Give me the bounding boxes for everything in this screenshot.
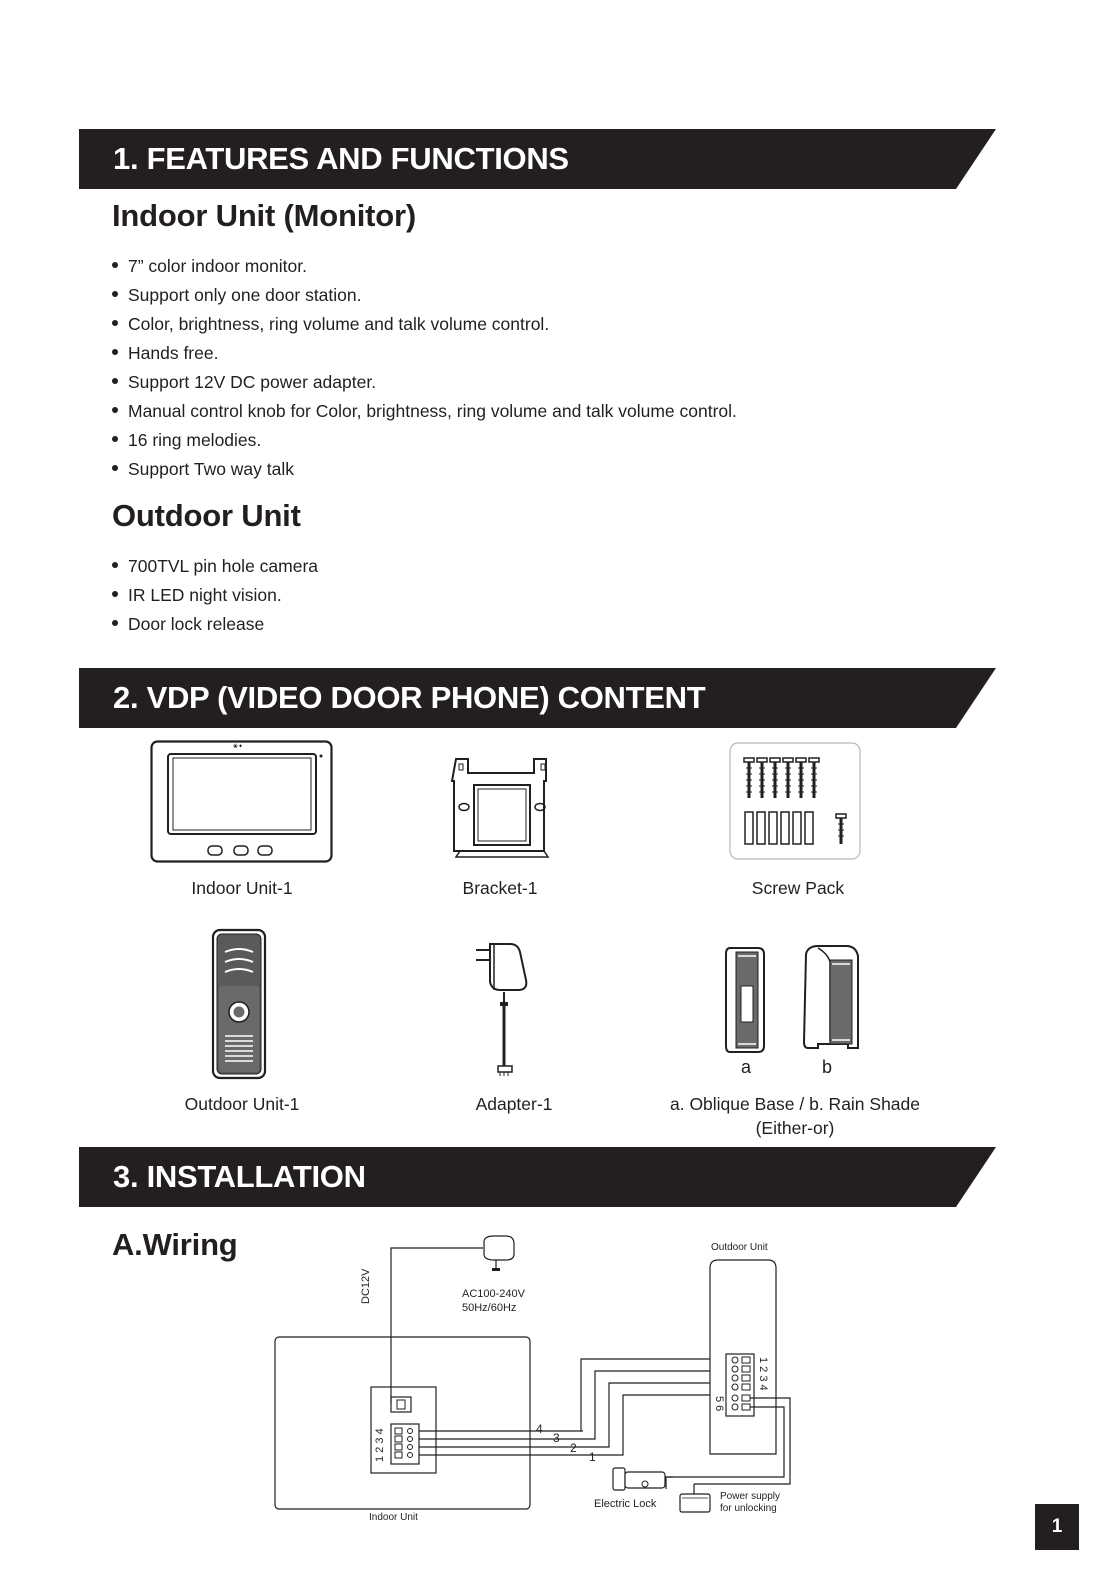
ac-input-line2: 50Hz/60Hz	[462, 1302, 517, 1314]
list-item: Support only one door station.	[112, 281, 737, 310]
adapter-illustration	[472, 940, 538, 1080]
power-supply-line1: Power supply	[720, 1491, 781, 1502]
bullet-icon	[112, 465, 118, 471]
list-item: Hands free.	[112, 339, 737, 368]
svg-text:❀✦: ❀✦	[233, 743, 244, 750]
screw-pack-caption: Screw Pack	[751, 878, 845, 898]
section-banner-installation	[79, 1147, 996, 1207]
list-item: Door lock release	[112, 610, 318, 639]
bullet-icon	[112, 591, 118, 597]
page-number: 1	[1051, 1516, 1063, 1537]
label-a: a	[741, 1057, 752, 1077]
bullet-icon	[112, 291, 118, 297]
bullet-icon	[112, 620, 118, 626]
outdoor-features-list	[112, 552, 318, 639]
wire-1-label: 1	[589, 1450, 596, 1464]
rain-shade-illustration	[800, 944, 864, 1056]
label-b: b	[822, 1057, 833, 1077]
indoor-terminal-label: 1 2 3 4	[374, 1428, 386, 1462]
list-item: Support Two way talk	[112, 455, 737, 484]
oblique-base-illustration	[724, 946, 768, 1054]
adapter-caption: Adapter-1	[475, 1094, 553, 1114]
outdoor-unit-illustration	[211, 928, 267, 1080]
wiring-diagram	[270, 1232, 810, 1532]
list-item: Color, brightness, ring volume and talk volume control.	[112, 310, 737, 339]
wire-3-label: 3	[553, 1431, 560, 1445]
bullet-icon	[112, 262, 118, 268]
bullet-icon	[112, 378, 118, 384]
outdoor-unit-caption: Outdoor Unit-1	[184, 1094, 300, 1114]
wire-2-label: 2	[570, 1441, 577, 1455]
base-shade-caption	[640, 1094, 950, 1139]
outdoor-terminal-top-label: 1 2 3 4	[757, 1357, 769, 1391]
base-shade-caption-line1: a. Oblique Base / b. Rain Shade	[669, 1094, 921, 1114]
outdoor-unit-label: Outdoor Unit	[711, 1242, 768, 1253]
dc12v-label: DC12V	[360, 1268, 372, 1304]
section-title-features: 1. FEATURES AND FUNCTIONS	[113, 141, 569, 176]
list-item: Support 12V DC power adapter.	[112, 368, 737, 397]
indoor-features-list	[112, 252, 737, 484]
ac-input-line1: AC100-240V	[462, 1288, 525, 1300]
section-title-content: 2. VDP (VIDEO DOOR PHONE) CONTENT	[113, 680, 706, 715]
list-item: 700TVL pin hole camera	[112, 552, 318, 581]
wiring-heading: A.Wiring	[112, 1227, 238, 1262]
list-item: 16 ring melodies.	[112, 426, 737, 455]
power-supply-line2: for unlocking	[720, 1503, 777, 1514]
section-title-installation: 3. INSTALLATION	[113, 1159, 366, 1194]
page-number-box	[1035, 1504, 1079, 1550]
list-item: IR LED night vision.	[112, 581, 318, 610]
indoor-monitor-illustration	[150, 740, 334, 864]
bracket-illustration	[448, 755, 554, 861]
section-banner-content	[79, 668, 996, 728]
indoor-unit-label: Indoor Unit	[369, 1512, 418, 1523]
bullet-icon	[112, 562, 118, 568]
outdoor-terminal-bottom-label: 5 6	[713, 1396, 725, 1412]
electric-lock-label: Electric Lock	[594, 1498, 657, 1510]
list-item: Manual control knob for Color, brightness, ring volume and talk volume control.	[112, 397, 737, 426]
screw-pack-illustration	[729, 742, 861, 860]
bullet-icon	[112, 407, 118, 413]
wire-4-label: 4	[536, 1422, 543, 1436]
list-item: 7” color indoor monitor.	[112, 252, 737, 281]
indoor-unit-heading: Indoor Unit (Monitor)	[112, 198, 416, 233]
base-shade-caption-line2: (Either-or)	[755, 1118, 835, 1138]
bracket-caption: Bracket-1	[462, 878, 538, 898]
wiring-diagram-lines	[270, 1232, 810, 1532]
indoor-unit-caption: Indoor Unit-1	[191, 878, 293, 898]
section-banner-features	[79, 129, 996, 189]
outdoor-unit-heading: Outdoor Unit	[112, 498, 301, 533]
bullet-icon	[112, 349, 118, 355]
bullet-icon	[112, 320, 118, 326]
bullet-icon	[112, 436, 118, 442]
